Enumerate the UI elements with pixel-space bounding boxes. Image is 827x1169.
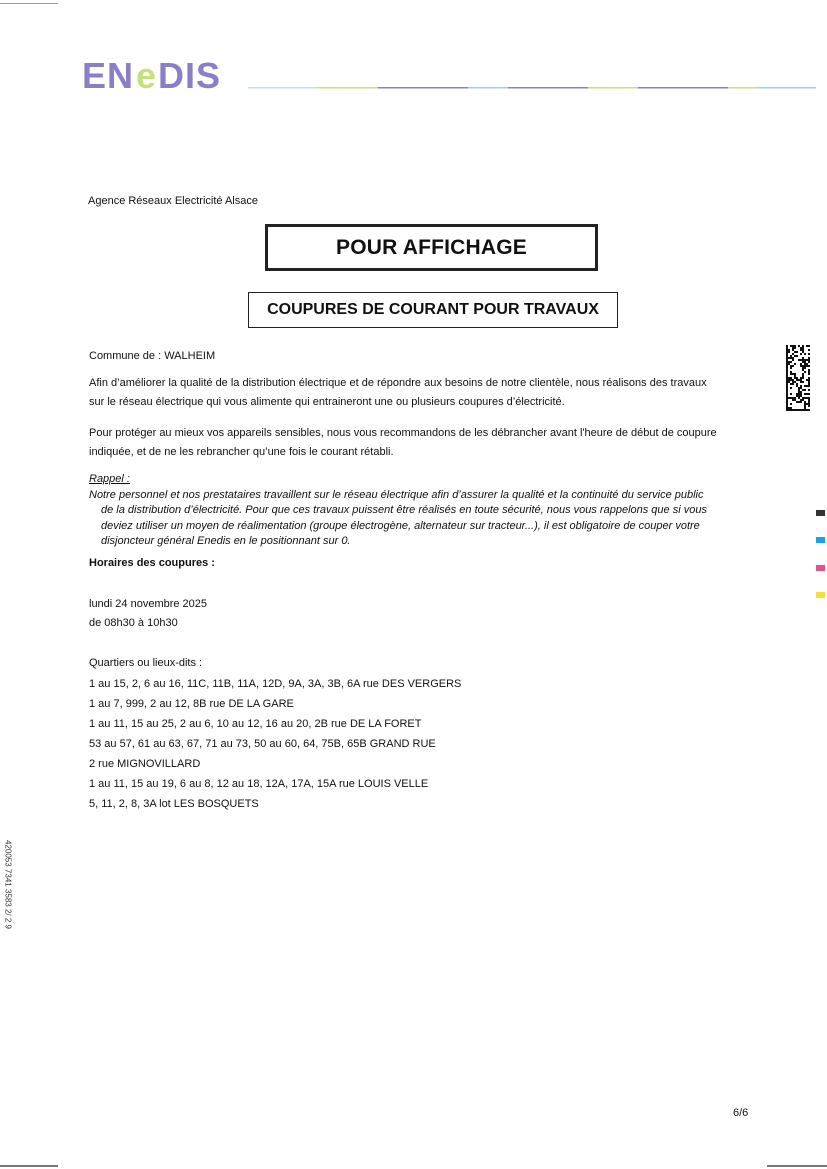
areas-list xyxy=(89,674,461,814)
svg-text:DIS: DIS xyxy=(158,56,222,94)
sub-title: COUPURES DE COURANT POUR TRAVAUX xyxy=(267,301,599,318)
color-mark-black xyxy=(816,510,825,516)
agency-name: Agence Réseaux Electricité Alsace xyxy=(88,195,258,207)
datamatrix-code xyxy=(786,345,810,411)
color-mark-yellow xyxy=(816,592,825,598)
title-box-sub xyxy=(248,292,618,328)
color-mark-magenta xyxy=(816,565,825,571)
intro-paragraph xyxy=(89,374,759,412)
main-title: POUR AFFICHAGE xyxy=(335,235,528,259)
logo-decorative-rule xyxy=(248,86,816,89)
scan-edge-top xyxy=(0,3,58,4)
rappel-line: disjoncteur général Enedis en le positionnant sur 0. xyxy=(101,535,351,547)
schedule-date: lundi 24 novembre 2025 xyxy=(89,598,208,610)
rappel-line: de la distribution d’électricité. Pour que ces travaux puissent être réalisés en toute sécurité, nous vous rappelons que si vous xyxy=(101,504,707,516)
list-item: 1 au 11, 15 au 19, 6 au 8, 12 au 18, 12A, 17A, 15A rue LOUIS VELLE xyxy=(89,778,429,790)
rappel-block xyxy=(89,472,749,550)
intro-line: Afin d’améliorer la qualité de la distribution électrique et de répondre aux besoins de notre clientèle, nous réalisons des travaux xyxy=(89,377,707,389)
list-item: 53 au 57, 61 au 63, 67, 71 au 73, 50 au 60, 64, 75B, 65B GRAND RUE xyxy=(89,738,436,750)
scan-edge-bottom-right xyxy=(767,1165,827,1167)
protect-paragraph xyxy=(89,424,759,462)
color-mark-cyan xyxy=(816,537,825,543)
svg-text:e: e xyxy=(136,56,157,94)
schedule-title: Horaires des coupures : xyxy=(89,557,215,569)
list-item: 1 au 11, 15 au 25, 2 au 6, 10 au 12, 16 au 20, 2B rue DE LA FORET xyxy=(89,718,422,730)
rappel-label: Rappel : xyxy=(89,473,130,485)
intro-line: sur le réseau électrique qui vous alimente qui entraineront une ou plusieurs coupures d’électricité. xyxy=(89,396,565,408)
schedule-time: de 08h30 à 10h30 xyxy=(89,617,178,629)
list-item: 1 au 7, 999, 2 au 12, 8B rue DE LA GARE xyxy=(89,698,294,710)
commune-line: Commune de : WALHEIM xyxy=(89,350,216,362)
areas-title: Quartiers ou lieux-dits : xyxy=(89,657,203,669)
rappel-line: deviez utiliser un moyen de réalimentation (groupe électrogène, alternateur sur tracteur...), il est obligatoire de couper votre xyxy=(101,519,700,532)
scan-edge-bottom-left xyxy=(0,1165,58,1167)
list-item: 2 rue MIGNOVILLARD xyxy=(89,758,201,770)
schedule-block xyxy=(89,595,759,633)
list-item: 1 au 15, 2, 6 au 16, 11C, 11B, 11A, 12D, 9A, 3A, 3B, 6A rue DES VERGERS xyxy=(89,678,462,690)
list-item: 5, 11, 2, 8, 3A lot LES BOSQUETS xyxy=(89,798,259,810)
title-box-main xyxy=(265,224,598,271)
protect-line: indiquée, et de ne les rebrancher qu’une fois le courant rétabli. xyxy=(89,446,394,458)
protect-line: Pour protéger au mieux vos appareils sensibles, nous vous recommandons de les débrancher avant l'heure de début de coupure xyxy=(89,427,717,439)
svg-text:EN: EN xyxy=(82,56,135,94)
enedis-logo xyxy=(82,56,242,94)
rappel-line: Notre personnel et nos prestataires travaillent sur le réseau électrique afin d’assurer la qualité et la continuité du service public xyxy=(89,488,704,501)
side-tracking-code: 420053 7341 3583 2/ 2 9 xyxy=(3,840,13,929)
page-number: 6/6 xyxy=(733,1107,749,1119)
